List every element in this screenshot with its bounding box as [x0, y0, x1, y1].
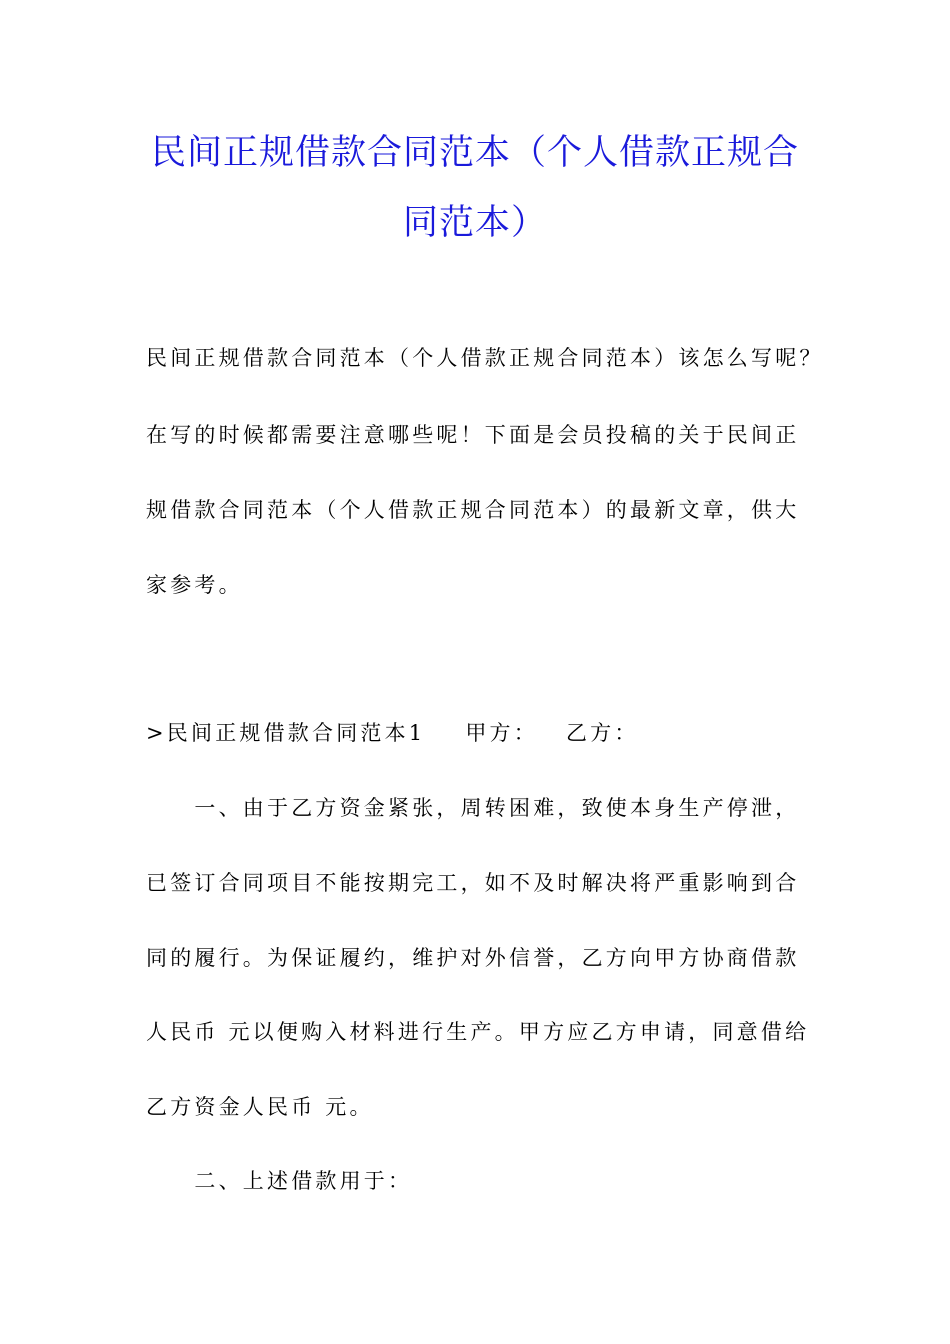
clause-1-line-5: 乙方资金人民币 元。: [146, 1095, 374, 1119]
document-title-line-2: 同范本）: [402, 203, 547, 243]
section-heading: >民间正规借款合同范本1: [146, 721, 426, 745]
clause-1-line-3: 同的履行。为保证履约，维护对外信誉，乙方向甲方协商借款: [146, 946, 800, 970]
intro-line-3: 规借款合同范本（个人借款正规合同范本）的最新文章，供大: [146, 498, 800, 522]
clause-1-line-2: 已签订合同项目不能按期完工，如不及时解决将严重影响到合: [146, 871, 800, 895]
intro-line-4: 家参考。: [146, 573, 243, 597]
intro-line-1: 民间正规借款合同范本（个人借款正规合同范本）该怎么写呢？: [146, 346, 824, 370]
party-a-label: 甲方：: [465, 721, 538, 745]
clause-1-line-4: 人民币 元以便购入材料进行生产。甲方应乙方申请，同意借给: [146, 1020, 810, 1044]
intro-line-2: 在写的时候都需要注意哪些呢！下面是会员投稿的关于民间正: [146, 423, 800, 447]
document-title-line-1: 民间正规借款合同范本（个人借款正规合: [150, 133, 799, 173]
clause-1-line-1: 一、由于乙方资金紧张，周转困难，致使本身生产停泄，: [146, 796, 800, 820]
party-b-label: 乙方：: [565, 721, 639, 745]
section-heading-row: [146, 723, 639, 744]
clause-2-line-1: 二、上述借款用于：: [146, 1169, 413, 1193]
